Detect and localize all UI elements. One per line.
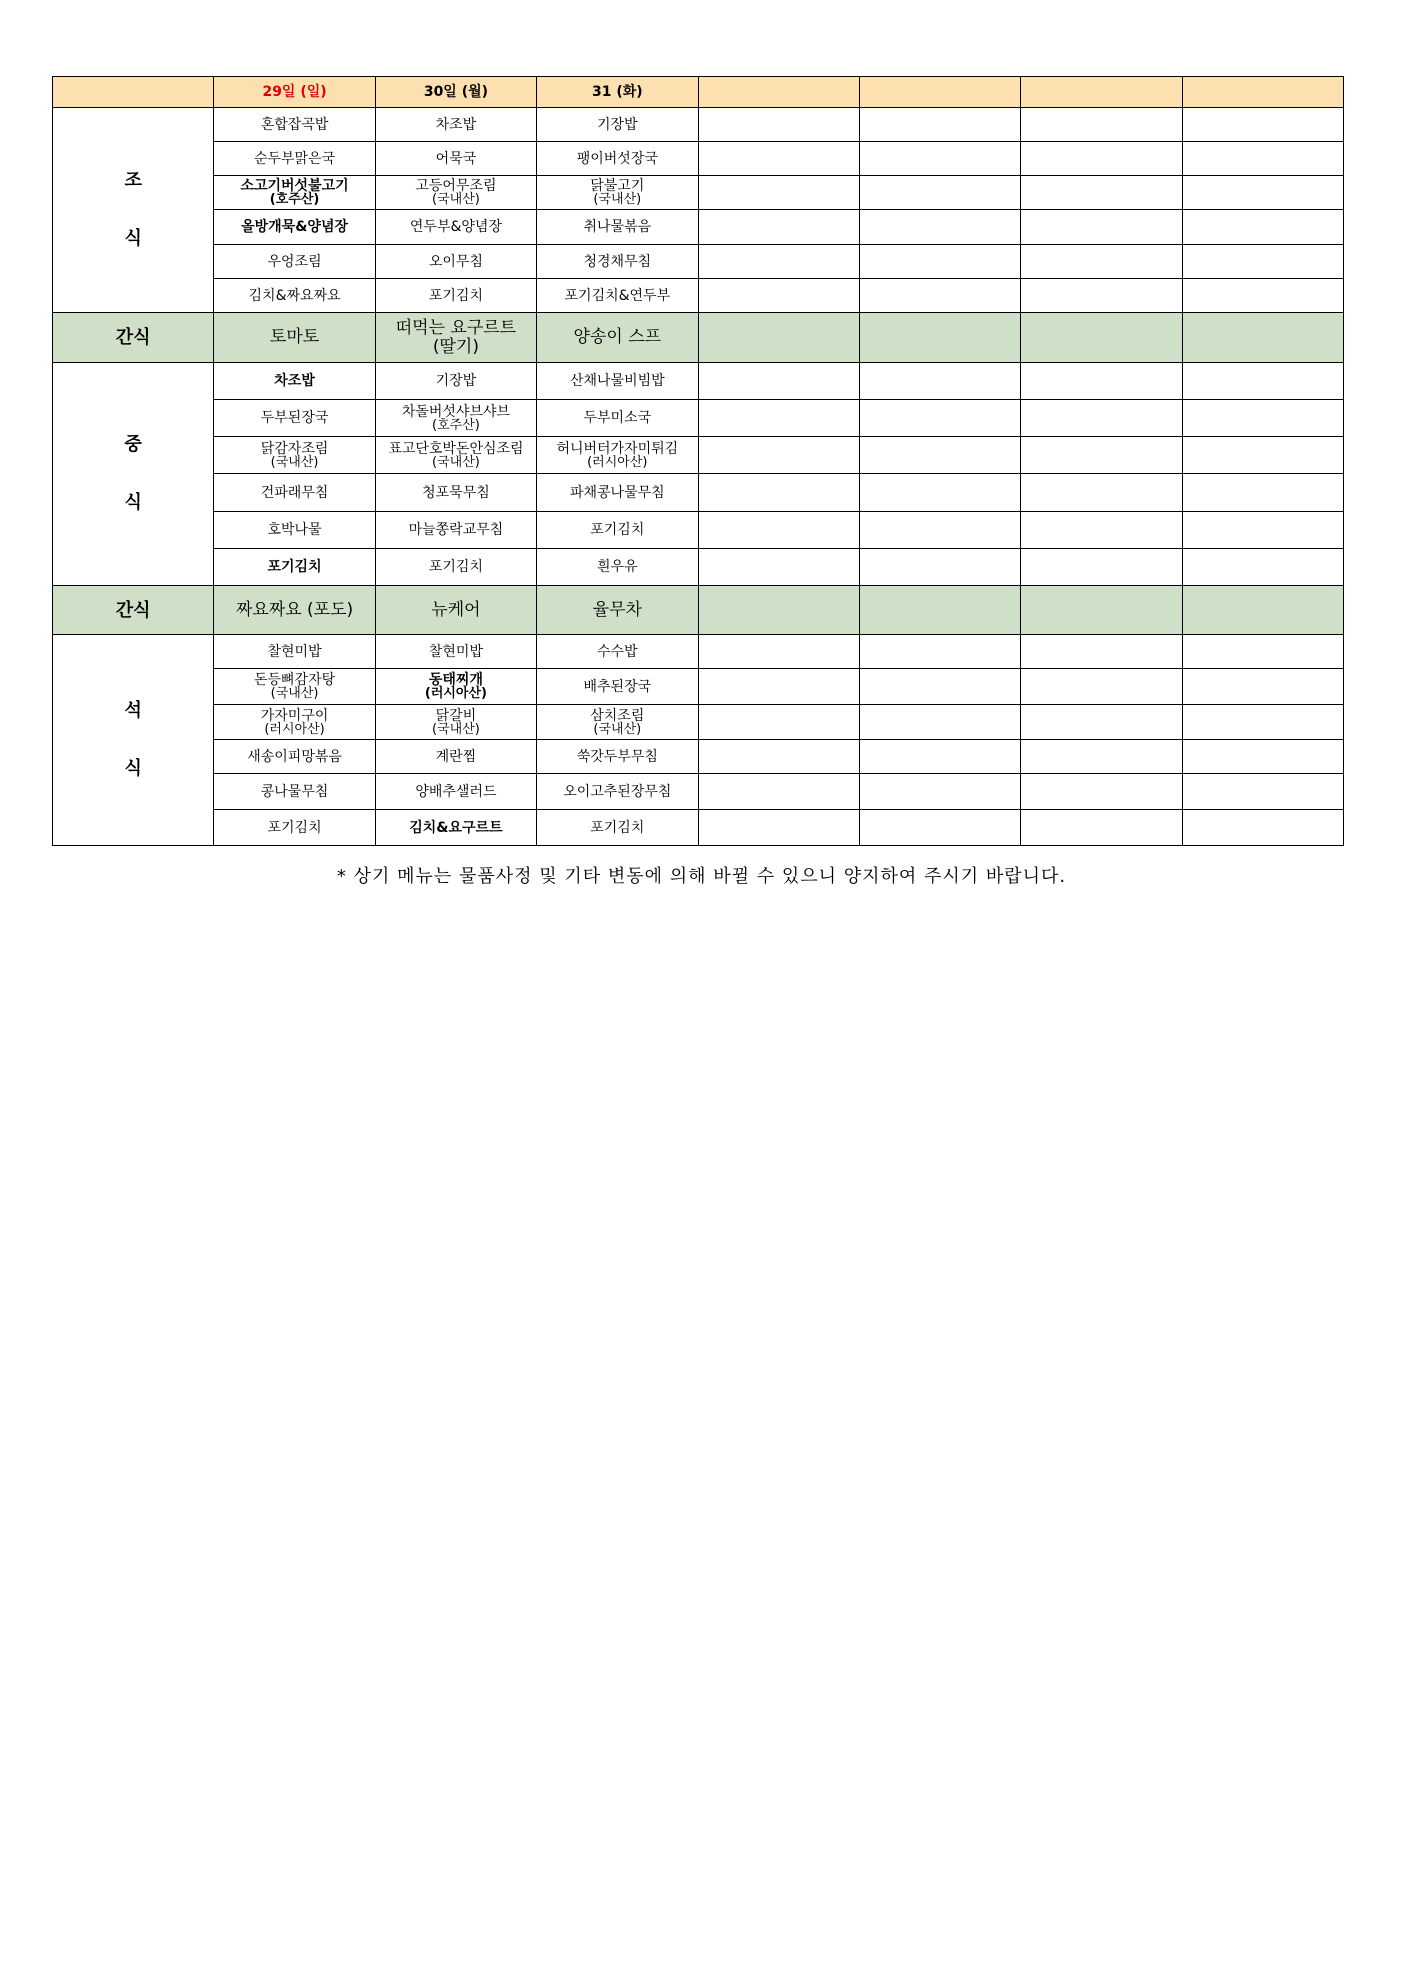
empty-cell [1021,810,1182,846]
menu-cell [537,512,698,549]
empty-cell [698,245,859,279]
menu-item-text: 포기김치 [267,559,322,575]
empty-cell [698,810,859,846]
menu-cell [375,210,536,245]
lunch-row [53,474,1344,512]
snack-cell [375,586,536,635]
empty-cell [1182,400,1343,437]
lunch-row [53,400,1344,437]
menu-item-text: 호박나물 [267,522,322,538]
empty-cell [1021,474,1182,512]
menu-cell [375,279,536,313]
menu-item-text: 돈등뼈감자탕 [253,672,336,688]
menu-item-text: 고등어무조림 [415,178,497,194]
breakfast-row [53,176,1344,210]
empty-cell [1182,142,1343,176]
empty-cell [859,635,1020,669]
empty-cell [1021,740,1182,774]
empty-cell [1182,313,1343,363]
empty-cell [1021,669,1182,705]
empty-cell [1182,176,1343,210]
menu-item-origin: (국내산) [432,192,480,207]
snack-item-text: 율무차 [592,599,642,620]
empty-cell [1182,586,1343,635]
empty-cell [1182,669,1343,705]
lunch-row [53,437,1344,474]
menu-cell [375,512,536,549]
snack-label: 간식 [53,313,214,363]
breakfast-row [53,279,1344,313]
empty-cell [1182,740,1343,774]
menu-cell [537,108,698,142]
empty-cell [698,176,859,210]
empty-cell [698,313,859,363]
empty-cell [1021,586,1182,635]
menu-item-text: 기장밥 [597,116,638,133]
dinner-row [53,705,1344,740]
snack-cell [375,313,536,363]
menu-item-text: 차조밥 [274,373,315,389]
menu-item-text: 찰현미밥 [267,643,322,660]
menu-cell [214,437,375,474]
menu-item-text: 포기김치&연두부 [564,287,671,304]
header-day: 29일 (일) [214,77,375,108]
menu-item-text: 마늘쫑락교무침 [408,522,504,538]
empty-cell [698,210,859,245]
menu-cell [375,437,536,474]
breakfast-row [53,108,1344,142]
menu-cell [375,740,536,774]
snack-cell [537,313,698,363]
menu-cell [214,669,375,705]
menu-item-text: 파채콩나물무침 [569,484,665,501]
dinner-row [53,810,1344,846]
menu-cell [537,669,698,705]
snack2-row [53,586,1344,635]
empty-cell [859,512,1020,549]
empty-cell [1182,705,1343,740]
empty-cell [698,363,859,400]
menu-item-origin: (국내산) [432,454,480,470]
empty-cell [698,142,859,176]
header-day [698,77,859,108]
menu-cell [214,474,375,512]
empty-cell [698,512,859,549]
empty-cell [859,176,1020,210]
menu-item-text: 순두부맑은국 [253,150,336,167]
empty-cell [698,437,859,474]
menu-item-text: 김치&짜요짜요 [248,287,341,304]
empty-cell [859,586,1020,635]
menu-cell [537,437,698,474]
menu-item-text: 두부미소국 [583,410,652,426]
empty-cell [698,474,859,512]
menu-item-text: 양배추샐러드 [415,783,497,800]
dinner-label [53,635,214,846]
header-row [53,77,1344,108]
empty-cell [859,774,1020,810]
menu-cell [375,400,536,437]
menu-cell [375,474,536,512]
menu-item-text: 건파래무침 [260,484,329,501]
menu-item-text: 포기김치 [428,559,483,575]
menu-cell [375,245,536,279]
menu-item-text: 산채나물비빔밥 [569,373,665,389]
menu-cell [214,142,375,176]
empty-cell [859,705,1020,740]
empty-cell [1182,108,1343,142]
menu-item-text: 김치&요구르트 [409,819,503,836]
menu-cell [537,363,698,400]
menu-item-text: 오이무침 [428,253,483,270]
menu-item-origin: (러시아산) [587,454,648,470]
menu-cell [375,549,536,586]
empty-cell [1021,400,1182,437]
menu-item-text: 기장밥 [435,373,477,389]
menu-cell [375,108,536,142]
menu-cell [537,635,698,669]
empty-cell [1182,810,1343,846]
menu-cell [375,810,536,846]
empty-cell [1021,774,1182,810]
menu-item-text: 차조밥 [435,116,477,133]
menu-item-origin: (러시아산) [264,721,325,737]
snack-item-text: 짜요짜요 (포도) [235,599,354,620]
empty-cell [859,400,1020,437]
menu-item-text: 새송이피망볶음 [247,748,342,765]
snack-label: 간식 [53,586,214,635]
menu-item-text: 가자미구이 [260,707,329,724]
empty-cell [1182,635,1343,669]
header-day [1021,77,1182,108]
empty-cell [1182,363,1343,400]
empty-cell [698,669,859,705]
header-day [1182,77,1343,108]
snack-item-text: 떠먹는 요구르트 [395,317,517,338]
menu-cell [537,210,698,245]
menu-item-text: 동태찌개 [428,672,483,688]
menu-item-text: 표고단호박돈안심조림 [388,440,524,457]
menu-cell [214,774,375,810]
lunch-row [53,549,1344,586]
menu-item-text: 연두부&양념장 [409,219,502,235]
menu-cell [537,740,698,774]
menu-item-origin: (국내산) [593,192,642,207]
breakfast-row [53,245,1344,279]
empty-cell [698,108,859,142]
empty-cell [698,400,859,437]
menu-item-text: 배추된장국 [583,678,652,695]
menu-item-text: 우엉조림 [267,253,322,270]
lunch-label [53,363,214,586]
empty-cell [1021,549,1182,586]
menu-cell [214,705,375,740]
menu-item-text: 팽이버섯장국 [576,150,658,167]
menu-cell [537,810,698,846]
menu-cell [537,142,698,176]
menu-item-text: 차돌버섯샤브샤브 [401,403,511,420]
empty-cell [859,363,1020,400]
empty-cell [859,437,1020,474]
snack-item-text: 양송이 스프 [573,327,662,347]
dinner-row [53,774,1344,810]
menu-cell [537,774,698,810]
empty-cell [1182,210,1343,245]
empty-cell [1021,210,1182,245]
empty-cell [1021,635,1182,669]
menu-cell [375,705,536,740]
lunch-row [53,512,1344,549]
menu-cell [537,549,698,586]
menu-cell [214,810,375,846]
menu-item-text: 소고기버섯불고기 [240,178,349,194]
empty-cell [1021,313,1182,363]
dinner-label-bottom: 식 [124,758,142,779]
breakfast-row [53,210,1344,245]
snack1-row [53,313,1344,363]
empty-cell [1021,437,1182,474]
menu-item-origin: (국내산) [270,454,319,470]
menu-cell [537,474,698,512]
lunch-row [53,363,1344,400]
empty-cell [1182,774,1343,810]
menu-cell [214,245,375,279]
empty-cell [859,245,1020,279]
menu-cell [214,108,375,142]
snack-item-text: 토마토 [269,327,320,347]
menu-cell [214,279,375,313]
menu-item-origin: (호주산) [269,192,320,207]
menu-item-text: 찰현미밥 [428,643,483,660]
menu-cell [537,279,698,313]
empty-cell [859,313,1020,363]
menu-item-text: 삼치조림 [590,707,645,724]
empty-cell [859,740,1020,774]
dinner-row [53,740,1344,774]
menu-cell [537,176,698,210]
empty-cell [1182,512,1343,549]
breakfast-label-bottom: 식 [124,228,142,249]
dinner-row [53,635,1344,669]
empty-cell [1182,245,1343,279]
empty-cell [1182,549,1343,586]
empty-cell [698,549,859,586]
menu-item-text: 쑥갓두부무침 [576,748,658,765]
menu-cell [214,549,375,586]
meal-menu-table [52,76,1344,846]
empty-cell [859,669,1020,705]
empty-cell [1021,176,1182,210]
empty-cell [859,474,1020,512]
menu-item-text: 콩나물무침 [260,783,329,800]
snack-item-text: 뉴케어 [431,599,481,620]
menu-cell [375,363,536,400]
menu-item-text: 흰우유 [597,559,638,575]
menu-item-text: 수수밥 [597,643,638,660]
empty-cell [698,705,859,740]
menu-cell [214,635,375,669]
menu-item-origin: (호주산) [432,417,480,433]
menu-item-origin: (러시아산) [424,686,487,701]
menu-item-text: 청경채무침 [583,253,652,270]
menu-item-text: 혼합잡곡밥 [260,116,329,133]
empty-cell [1021,142,1182,176]
header-day: 30일 (월) [375,77,536,108]
menu-item-text: 포기김치 [267,819,322,836]
menu-cell [214,210,375,245]
menu-item-text: 닭감자조림 [260,440,329,457]
header-day: 31 (화) [537,77,698,108]
menu-item-text: 두부된장국 [260,410,329,426]
menu-cell [375,176,536,210]
empty-cell [698,774,859,810]
menu-cell [537,400,698,437]
empty-cell [1182,437,1343,474]
empty-cell [698,740,859,774]
menu-item-text: 닭불고기 [590,178,645,194]
empty-cell [859,210,1020,245]
empty-cell [1021,279,1182,313]
menu-cell [375,669,536,705]
menu-cell [537,245,698,279]
header-day [859,77,1020,108]
empty-cell [1021,512,1182,549]
menu-item-text: 포기김치 [590,522,645,538]
footer-note: * 상기 메뉴는 물품사정 및 기타 변동에 의해 바뀔 수 있으니 양지하여 주시기 바랍니다. [336,866,1067,887]
menu-item-text: 계란찜 [435,748,477,765]
menu-item-text: 포기김치 [590,819,645,836]
menu-cell [375,774,536,810]
menu-item-text: 올방개묵&양념장 [241,219,348,235]
menu-cell [537,705,698,740]
lunch-label-bottom: 식 [124,492,142,513]
header-blank [53,77,214,108]
menu-item-origin: (국내산) [593,721,642,737]
snack-cell [214,586,375,635]
empty-cell [698,635,859,669]
empty-cell [698,586,859,635]
empty-cell [859,549,1020,586]
breakfast-row [53,142,1344,176]
snack-cell [214,313,375,363]
empty-cell [859,142,1020,176]
empty-cell [1021,705,1182,740]
empty-cell [1021,108,1182,142]
empty-cell [698,279,859,313]
menu-cell [214,176,375,210]
empty-cell [1021,363,1182,400]
menu-item-text: 취나물볶음 [583,219,652,235]
menu-cell [375,142,536,176]
menu-cell [214,740,375,774]
snack-cell [537,586,698,635]
empty-cell [1182,474,1343,512]
empty-cell [1182,279,1343,313]
dinner-row [53,669,1344,705]
menu-cell [375,635,536,669]
menu-item-origin: (국내산) [270,686,319,701]
menu-item-text: 어묵국 [435,150,477,167]
menu-item-text: 청포묵무침 [422,484,490,501]
empty-cell [859,279,1020,313]
breakfast-label [53,108,214,313]
menu-cell [214,363,375,400]
menu-item-origin: (국내산) [432,721,480,737]
lunch-label-top: 중 [124,434,142,455]
snack-item-sub: (딸기) [432,336,479,357]
empty-cell [1021,245,1182,279]
menu-item-text: 오이고추된장무침 [563,783,672,800]
empty-cell [859,108,1020,142]
menu-item-text: 허니버터가자미튀김 [556,440,679,457]
breakfast-label-top: 조 [124,170,142,191]
menu-item-text: 포기김치 [428,287,483,304]
dinner-label-top: 석 [124,700,142,721]
menu-item-text: 닭갈비 [435,707,477,724]
empty-cell [859,810,1020,846]
menu-cell [214,512,375,549]
menu-cell [214,400,375,437]
